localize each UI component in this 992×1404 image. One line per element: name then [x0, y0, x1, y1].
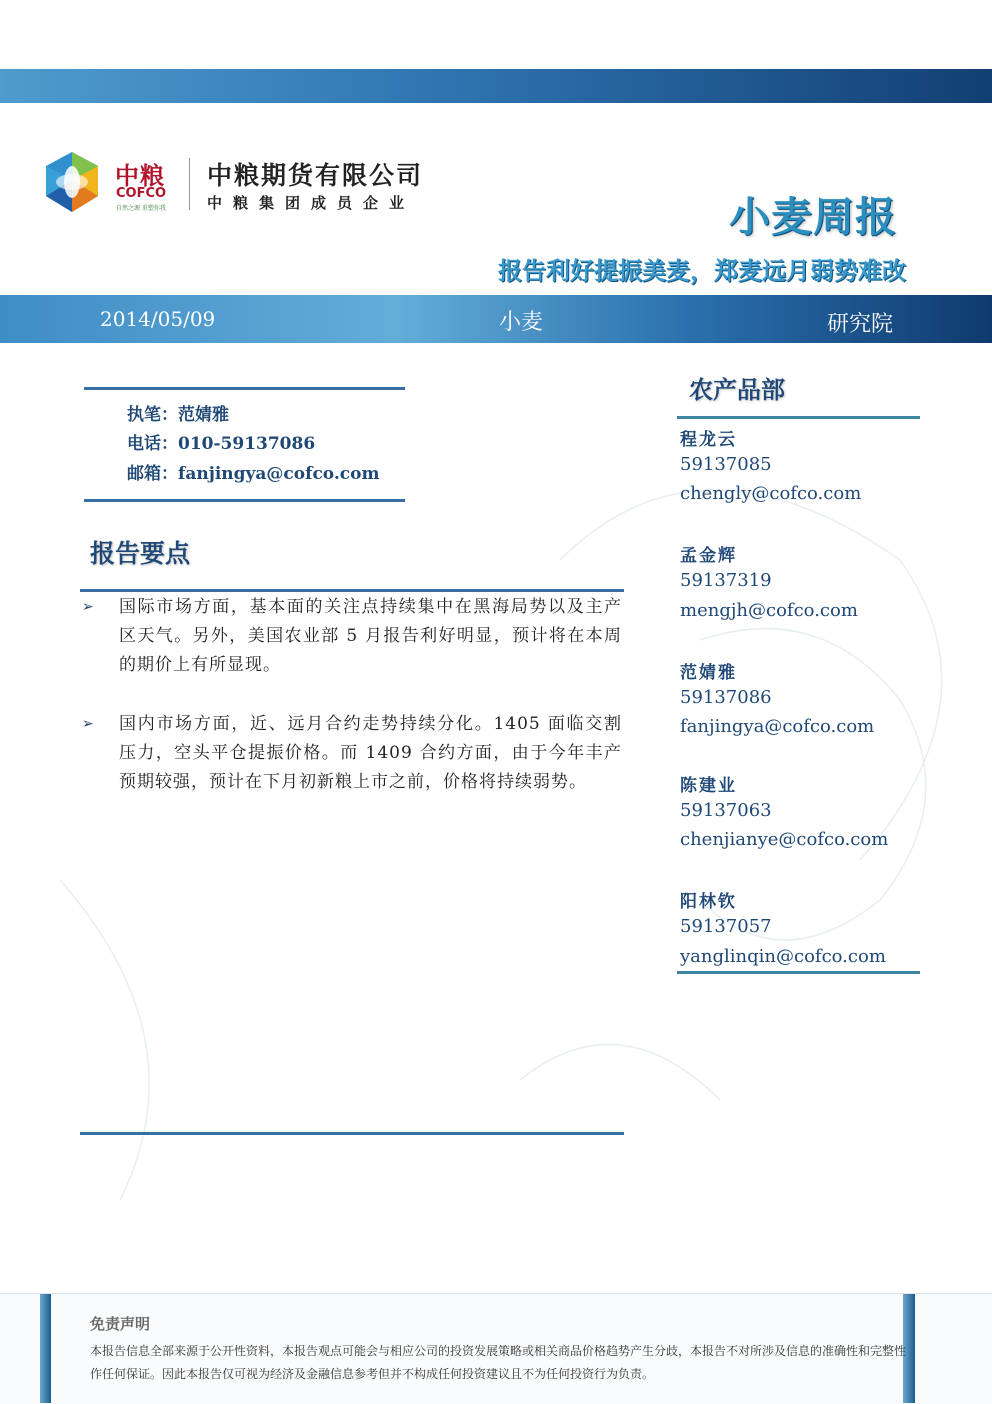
report-title: 小麦周报 — [729, 193, 897, 241]
department-top-rule — [677, 416, 920, 419]
contact-email[interactable]: yanglinqin@cofco.com — [680, 946, 886, 967]
logo-english-text: COFCO — [116, 186, 167, 201]
top-banner — [0, 69, 992, 103]
logo-chinese-text: 中粮 — [115, 162, 165, 190]
contact-email[interactable]: chenjianye@cofco.com — [680, 829, 889, 850]
contact-name: 陈建业 — [680, 776, 737, 796]
company-name: 中粮期货有限公司 — [207, 161, 424, 190]
writer-label: 执笔： — [127, 405, 178, 425]
author-phone: 010-59137086 — [178, 434, 316, 454]
disclaimer-text: 本报告信息全部来源于公开性资料，本报告观点可能会与相应公司的投资发展策略或相关商品价格趋势产生分歧，本报告不对所涉及信息的准确性和完整性作任何保证。因此本报告仅可视为经济及金融信息参考但并不构成任何投资建议且不为任何投资行为负责。 — [90, 1344, 907, 1381]
author-box-bottom-rule — [84, 499, 405, 502]
contact-email[interactable]: chengly@cofco.com — [680, 483, 862, 504]
report-subtitle: 报告利好提振美麦，郑麦远月弱势难改 — [498, 256, 906, 285]
phone-label: 电话： — [127, 434, 178, 454]
department-title: 农产品部 — [689, 375, 785, 404]
summary-top-rule — [80, 589, 624, 592]
bullet-arrow-icon: ➢ — [82, 716, 94, 732]
author-writer-row — [127, 400, 229, 425]
email-label: 邮箱： — [127, 464, 178, 484]
summary-title: 报告要点 — [90, 539, 191, 568]
department-bottom-rule — [677, 971, 920, 974]
summary-point: 国内市场方面，近、远月合约走势持续分化。1405 面临交割压力，空头平仓提振价格。而 1409 合约方面，由于今年丰产预期较强，预计在下月初新粮上市之前，价格将持续弱势。 — [119, 714, 622, 792]
logo-slogan: 自然之源 重塑你我 — [116, 205, 166, 212]
member-line: 中粮集团成员企业 — [207, 194, 416, 212]
contact-email[interactable]: fanjingya@cofco.com — [680, 716, 875, 737]
logo-divider — [189, 158, 190, 210]
contact-phone: 59137063 — [680, 800, 772, 821]
contact-name: 程龙云 — [680, 430, 737, 450]
cofco-logo-icon — [40, 150, 104, 214]
contact-email[interactable]: mengjh@cofco.com — [680, 600, 858, 621]
summary-bottom-rule — [80, 1132, 624, 1135]
author-email-row — [127, 459, 379, 484]
contact-phone: 59137086 — [680, 687, 772, 708]
contact-name: 范婧雅 — [680, 663, 737, 683]
bullet-arrow-icon: ➢ — [82, 599, 94, 615]
report-date: 2014/05/09 — [100, 307, 216, 331]
author-email[interactable]: fanjingya@cofco.com — [178, 464, 380, 484]
writer-name: 范婧雅 — [178, 405, 229, 425]
report-category: 小麦 — [499, 310, 544, 335]
author-box-top-rule — [84, 387, 405, 390]
report-department: 研究院 — [827, 312, 894, 337]
contact-phone: 59137057 — [680, 916, 772, 937]
disclaimer-left-post — [40, 1294, 51, 1403]
disclaimer-title: 免责声明 — [90, 1315, 151, 1333]
contact-name: 阳林钦 — [680, 892, 737, 912]
contact-name: 孟金辉 — [680, 546, 737, 566]
contact-phone: 59137085 — [680, 454, 772, 475]
contact-phone: 59137319 — [680, 570, 772, 591]
summary-point: 国际市场方面，基本面的关注点持续集中在黑海局势以及主产区天气。另外，美国农业部 5 月报告利好明显，预计将在本周的期价上有所显现。 — [119, 597, 622, 675]
author-phone-row — [127, 429, 315, 454]
